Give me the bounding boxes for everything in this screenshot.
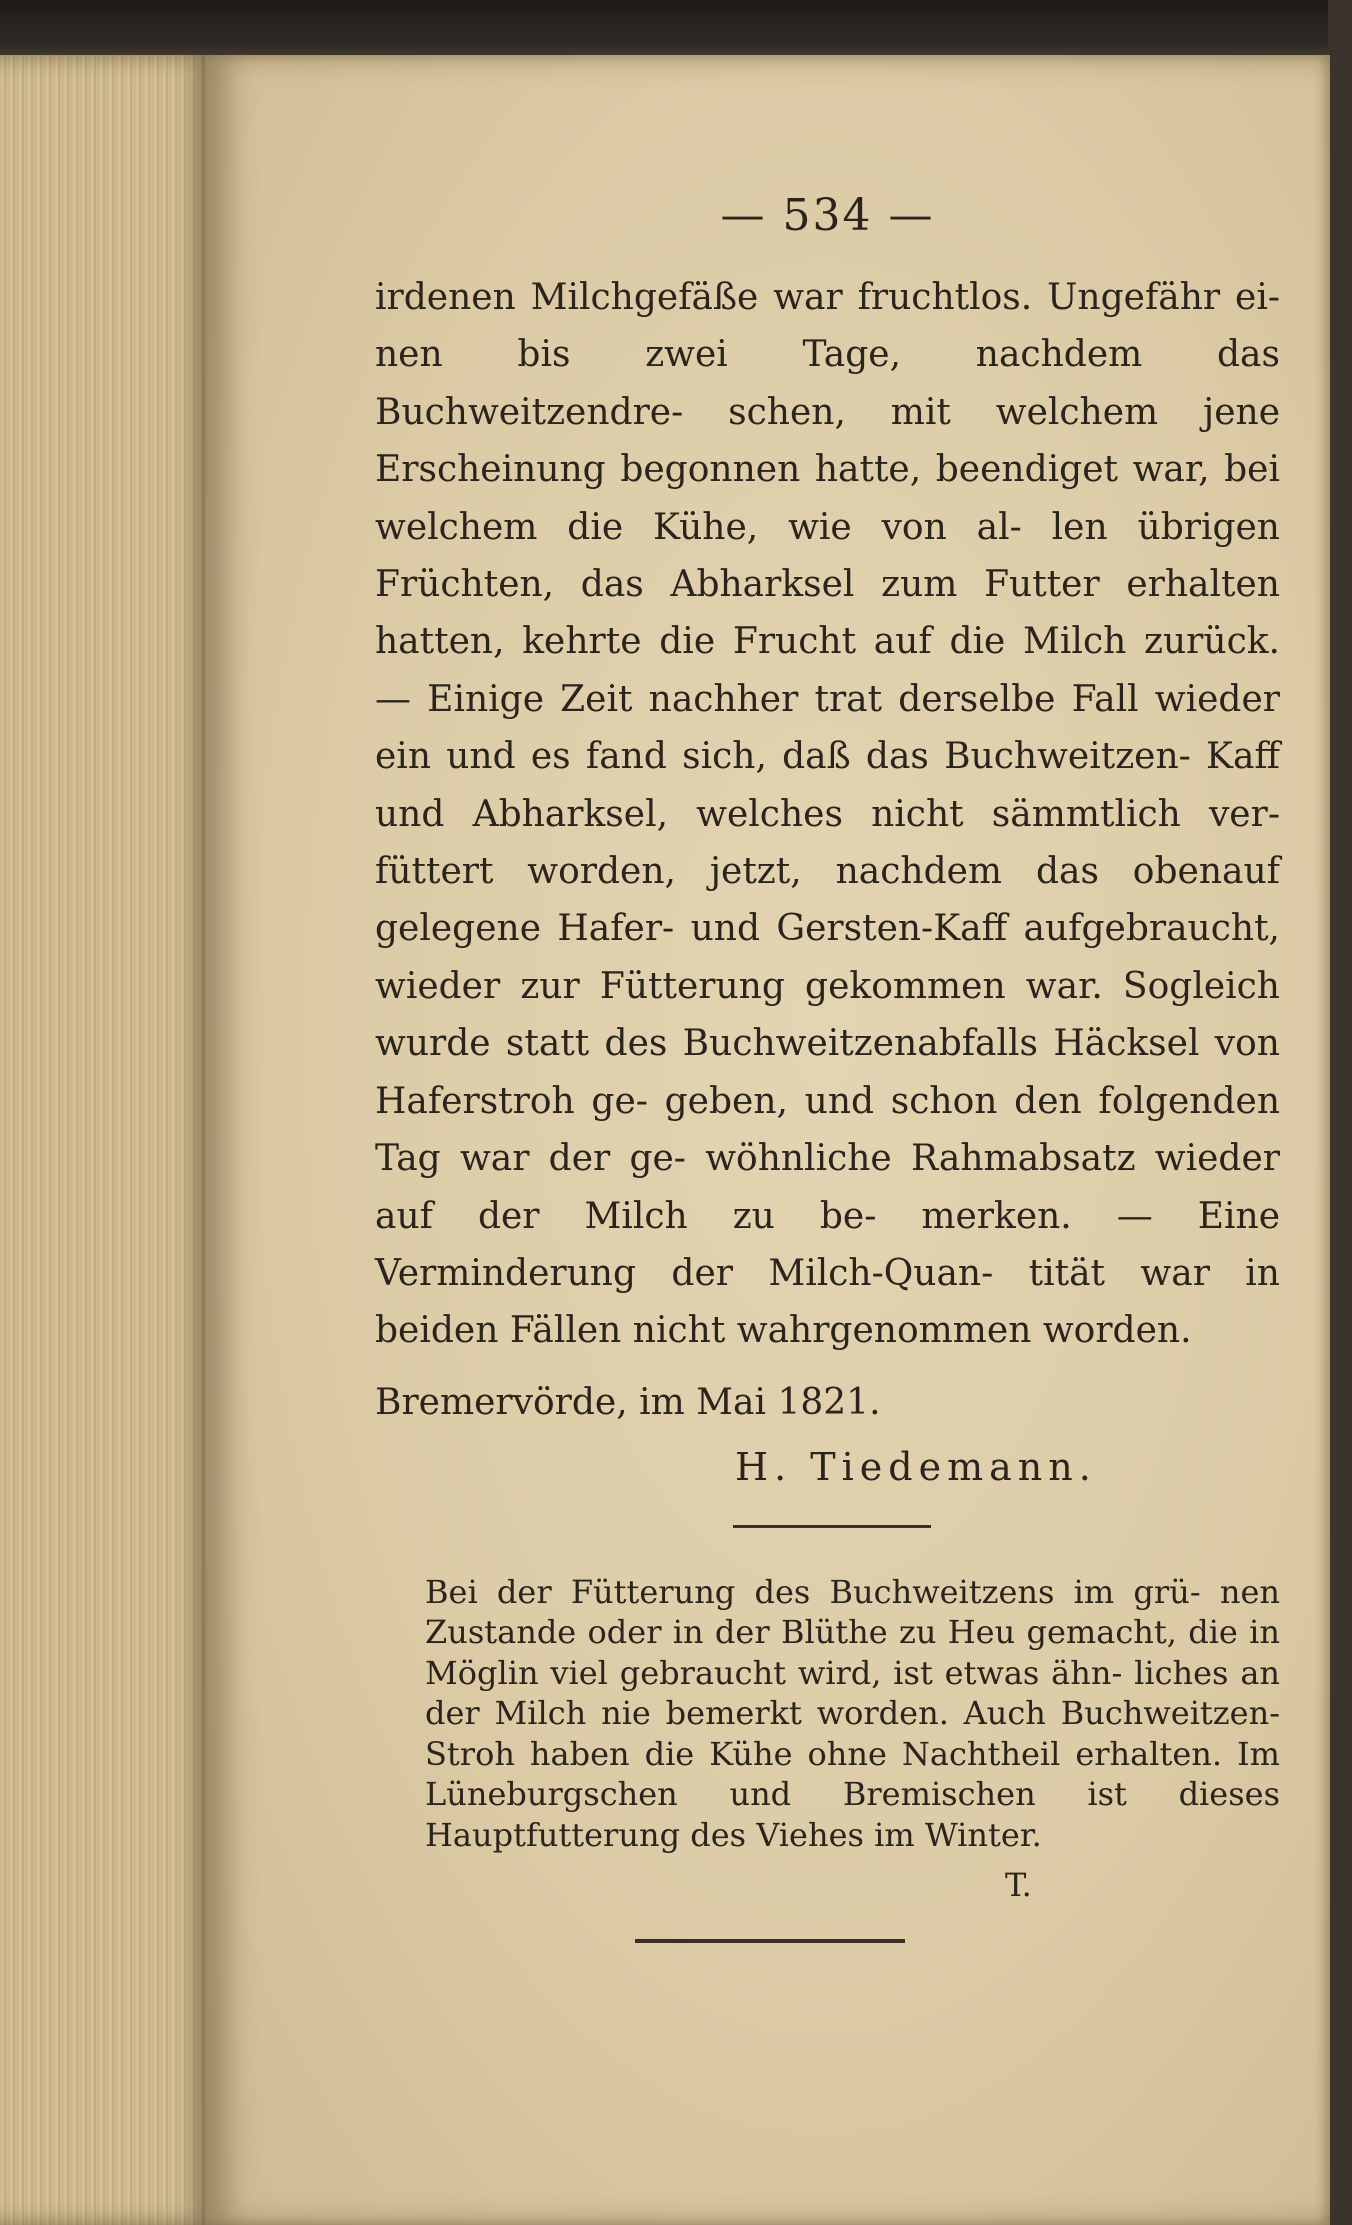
page-edges: [0, 55, 215, 2225]
page-number: — 534 —: [720, 190, 935, 241]
main-paragraph: irdenen Milchgefäße war fruchtlos. Ungefähr ei- nen bis zwei Tage, nachdem das Buchweitzendre- schen, mit welchem jene Erscheinung begonnen hatte, beendiget war, bei welchem die Kühe, wie von al- len übrigen Früchten, das Abharksel zum Futter erhalten hatten, kehrte die Frucht auf die Milch zurück. — Einige Zeit nachher trat derselbe Fall wieder ein und es fand sich, daß das Buchweitzen- Kaff und Abharksel, welches nicht sämmtlich ver- füttert worden, jetzt, nachdem das obenauf gelegene Hafer- und Gersten-Kaff aufgebraucht, wieder zur Fütterung gekommen war. Sogleich wurde statt des Buchweitzenabfalls Häcksel von Haferstroh ge- geben, und schon den folgenden Tag war der ge- wöhnliche Rahmabsatz wieder auf der Milch zu be- merken. — Eine Verminderung der Milch-Quan- tität war in beiden Fällen nicht wahrgenommen worden.: [375, 277, 1280, 1352]
bottom-rule: [635, 1939, 905, 1943]
page-content: [375, 185, 1280, 1943]
dateline: Bremervörde, im Mai 1821.: [375, 1381, 881, 1423]
top-shadow: [0, 0, 1352, 62]
footnote-signature: T.: [1005, 1866, 1032, 1905]
author-signature: H. Tiedemann.: [735, 1444, 1097, 1489]
separator-rule: [733, 1525, 931, 1528]
right-margin-shadow: [1328, 0, 1352, 2225]
book-page: [205, 55, 1330, 2225]
footnote: Bei der Fütterung des Buchweitzens im grü- nen Zustande oder in der Blüthe zu Heu gemacht, die in Möglin viel gebraucht wird, ist etwas ähn- liches an der Milch nie bemerkt worden. Auch Buchweitzen-Stroh haben die Kühe ohne Nachtheil erhalten. Im Lüneburgschen und Bremischen ist dieses Hauptfutterung des Viehes im Winter.: [425, 1572, 1280, 1854]
